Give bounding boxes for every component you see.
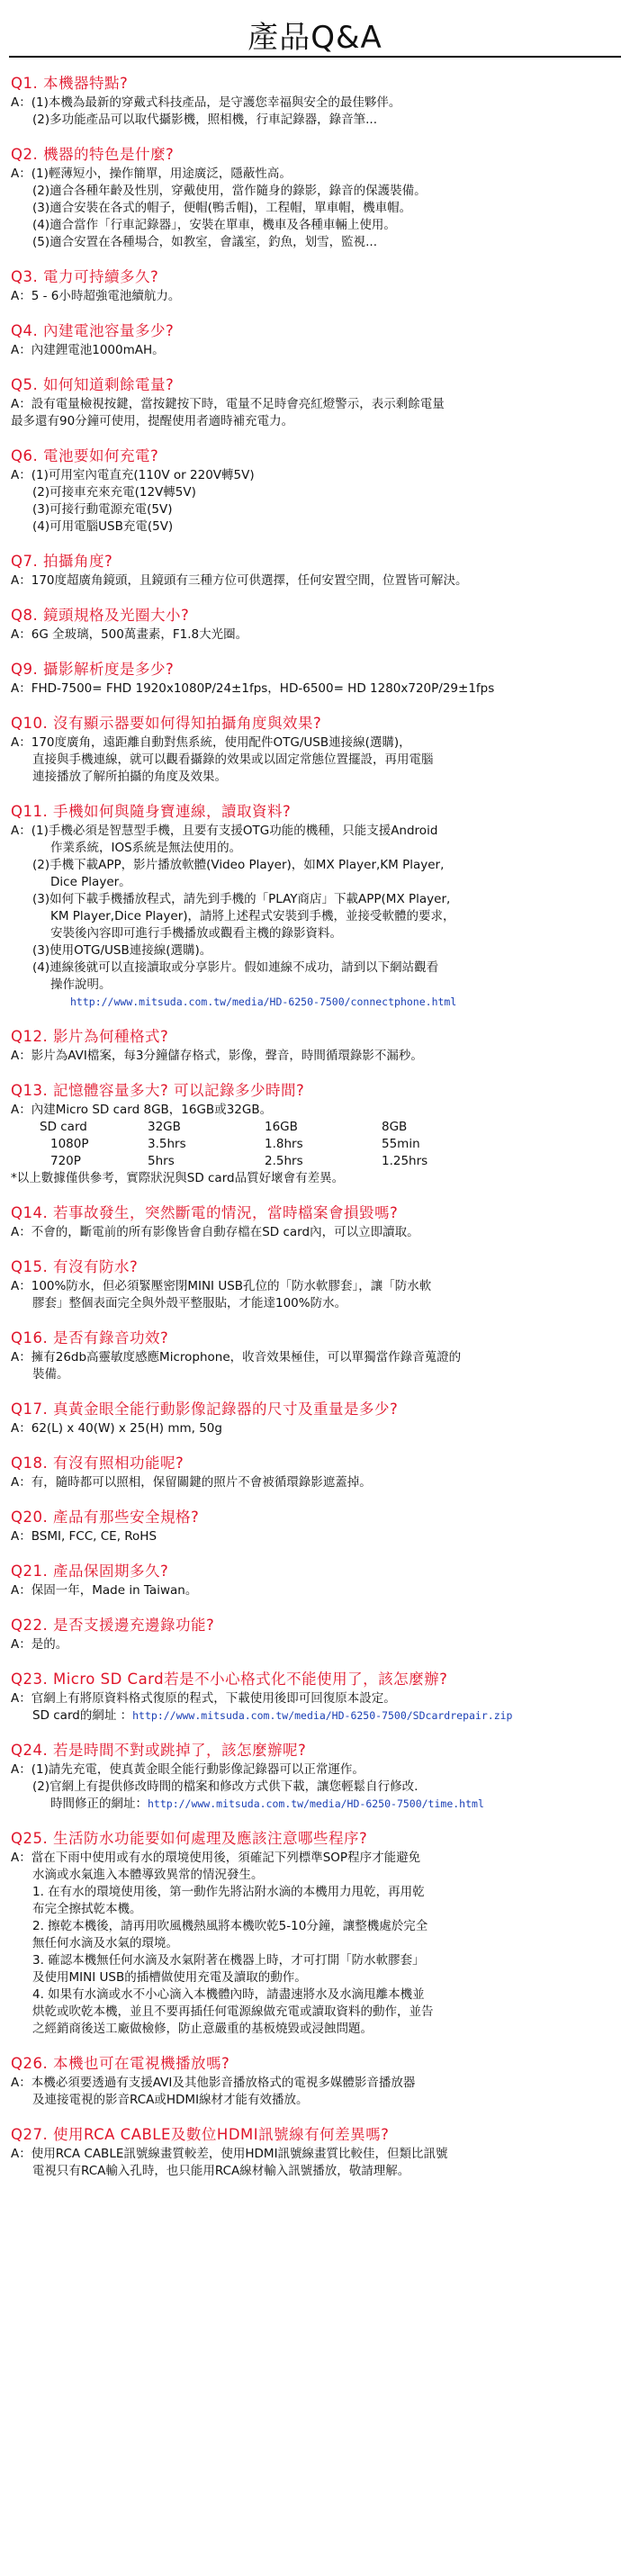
table-cell: 3.5hrs xyxy=(148,1137,186,1151)
answer-line: (2)手機下載APP，影片播放軟體(Video Player)，如MX Player,KM Player, xyxy=(32,858,445,872)
answer-line: A：內建Micro SD card 8GB，16GB或32GB。 xyxy=(11,1103,273,1117)
qa-item xyxy=(11,1454,619,1491)
qa-item xyxy=(11,1616,619,1653)
answer-line: (3)可接行動電源充電(5V) xyxy=(32,502,173,517)
answer-line: (2)多功能產品可以取代攝影機，照相機，行車記錄器，錄音筆... xyxy=(32,113,377,127)
qa-item xyxy=(11,2125,619,2180)
table-cell: 1.8hrs xyxy=(265,1137,303,1151)
qa-item xyxy=(11,1203,619,1241)
answer xyxy=(11,1636,619,1653)
answer-line: 連接播放了解所拍攝的角度及效果。 xyxy=(32,770,227,784)
answer-line: (4)適合當作「行車記錄器」，安裝在單車，機車及各種車輛上使用。 xyxy=(32,218,396,232)
question-heading: Q7. 拍攝角度? xyxy=(11,553,113,570)
table-cell: 720P xyxy=(50,1154,81,1168)
table-spacer xyxy=(11,1153,40,1170)
answer xyxy=(11,467,619,536)
answer xyxy=(11,680,619,698)
answer xyxy=(11,396,619,430)
question-heading: Q25. 生活防水功能要如何處理及應該注意哪些程序? xyxy=(11,1830,368,1847)
answer-line: A：FHD-7500= FHD 1920x1080P/24±1fps，HD-6500= HD 1280x720P/29±1fps xyxy=(11,681,495,696)
answer-line: A：影片為AVI檔案，每3分鐘儲存格式，影像，聲音，時間循環錄影不漏秒。 xyxy=(11,1049,423,1063)
answer-line: 烘乾或吹乾本機，並且不要再插任何電源線做充電或讀取資料的動作，並告 xyxy=(32,2004,434,2019)
question-heading: Q22. 是否支援邊充邊錄功能? xyxy=(11,1617,215,1634)
answer-line: A：BSMI, FCC, CE, RoHS xyxy=(11,1529,158,1544)
answer-line: 布完全擦拭乾本機。 xyxy=(32,1902,142,1916)
answer xyxy=(11,572,619,590)
answer xyxy=(11,1102,619,1187)
answer-line: 最多還有90分鐘可使用，提醒使用者適時補充電力。 xyxy=(11,414,294,428)
answer-line: (3)使用OTG/USB連接線(選購)。 xyxy=(32,943,212,958)
answer xyxy=(11,1278,619,1312)
qa-item xyxy=(11,1670,619,1725)
question-heading: Q11. 手機如何與隨身寶連線，讀取資料? xyxy=(11,803,292,820)
answer-line: Dice Player。 xyxy=(50,875,131,889)
table-header-cell: 16GB xyxy=(265,1120,298,1134)
answer xyxy=(11,342,619,359)
answer xyxy=(11,1690,619,1725)
question-heading: Q21. 產品保固期多久? xyxy=(11,1563,169,1580)
answer-line: A：(1)請先充電，使真黃金眼全能行動影像記錄器可以正常運作。 xyxy=(11,1762,364,1777)
answer-line: 膠套」整個表面完全與外殼平整服貼，才能達100%防水。 xyxy=(32,1296,347,1311)
qa-item xyxy=(11,1027,619,1065)
answer-line: 及使用MINI USB的插槽做使用充電及讀取的動作。 xyxy=(32,1970,307,1985)
answer-link[interactable]: http://www.mitsuda.com.tw/media/HD-6250-7500/SDcardrepair.zip xyxy=(132,1709,513,1722)
question-heading: Q16. 是否有錄音功效? xyxy=(11,1329,169,1347)
answer-line: (2)適合各種年齡及性別，穿戴使用，當作隨身的錄影，錄音的保護裝備。 xyxy=(32,184,427,198)
table-cell: 5hrs xyxy=(148,1154,175,1168)
qa-item xyxy=(11,321,619,359)
table-cell: 1.25hrs xyxy=(382,1154,428,1168)
answer xyxy=(11,1224,619,1241)
answer xyxy=(11,1582,619,1599)
question-heading: Q17. 真黃金眼全能行動影像記錄器的尺寸及重量是多少? xyxy=(11,1401,399,1418)
table-header-cell: SD card xyxy=(40,1120,87,1134)
answer-line: A：官網上有將原資料格式復原的程式，下載使用後即可回復原本設定。 xyxy=(11,1691,396,1706)
answer-line: 無任何水滴及水氣的環境。 xyxy=(32,1936,178,1950)
question-heading: Q23. Micro SD Card若是不小心格式化不能使用了，該怎麼辦? xyxy=(11,1671,448,1688)
table-cell: 2.5hrs xyxy=(265,1154,303,1168)
question-heading: Q26. 本機也可在電視機播放嗎? xyxy=(11,2055,230,2072)
answer-line: 電視只有RCA輸入孔時，也只能用RCA線材輸入訊號播放，敬請理解。 xyxy=(32,2164,410,2178)
question-heading: Q12. 影片為何種格式? xyxy=(11,1028,169,1045)
answer-line: A：擁有26db高靈敏度感應Microphone，收音效果極佳，可以單獨當作錄音蒐證的 xyxy=(11,1350,462,1365)
qa-item xyxy=(11,1562,619,1599)
answer-line: 之經銷商後送工廠做檢修，防止意嚴重的基板燒毀或浸蝕問題。 xyxy=(32,2022,373,2036)
qa-item xyxy=(11,446,619,536)
question-heading: Q9. 攝影解析度是多少? xyxy=(11,661,175,678)
question-heading: Q4. 內建電池容量多少? xyxy=(11,322,175,339)
answer-link[interactable]: http://www.mitsuda.com.tw/media/HD-6250-7500/time.html xyxy=(148,1797,484,1810)
answer-line: 及連接電視的影音RCA或HDMI線材才能有效播放。 xyxy=(32,2093,309,2107)
qa-item xyxy=(11,267,619,305)
table-spacer xyxy=(11,1136,40,1153)
answer-line: 操作說明。 xyxy=(50,977,112,992)
answer xyxy=(11,166,619,251)
answer-line: A：170度超廣角鏡頭，且鏡頭有三種方位可供選擇，任何安置空間，位置皆可解決。 xyxy=(11,573,468,588)
table-header-cell: 8GB xyxy=(382,1120,408,1134)
qa-item xyxy=(11,1400,619,1437)
qa-item xyxy=(11,606,619,644)
page-title: 產品Q&A xyxy=(248,20,382,56)
answer xyxy=(11,626,619,644)
qa-item xyxy=(11,375,619,430)
answer-link[interactable]: http://www.mitsuda.com.tw/media/HD-6250-7500/connectphone.html xyxy=(70,995,457,1008)
answer-line: (2)可接車充來充電(12V轉5V) xyxy=(32,485,196,500)
answer xyxy=(11,1761,619,1813)
qa-item xyxy=(11,660,619,698)
answer-line: (4)連線後就可以直接讀取或分享影片。假如連線不成功，請到以下網站觀看 xyxy=(32,960,439,975)
answer-line: A：當在下雨中使用或有水的環境使用後，須確記下列標準SOP程序才能避免 xyxy=(11,1851,421,1865)
answer xyxy=(11,1349,619,1383)
qa-item xyxy=(11,1741,619,1813)
qa-item xyxy=(11,714,619,786)
answer-line: 作業系統，IOS系統是無法使用的。 xyxy=(50,841,242,855)
qa-item xyxy=(11,74,619,129)
table-spacer xyxy=(11,1119,40,1136)
answer xyxy=(11,1420,619,1437)
answer-line: 時間修正的網址：http://www.mitsuda.com.tw/media/HD-6250-7500/time.html xyxy=(50,1797,484,1811)
answer xyxy=(11,2075,619,2109)
answer-line: 直接與手機連線，就可以觀看攝錄的效果或以固定常態位置擺設，再用電腦 xyxy=(32,752,434,767)
answer-line: 安裝後內容即可進行手機播放或觀看主機的錄影資料。 xyxy=(50,926,342,941)
answer-line: (4)可用電腦USB充電(5V) xyxy=(32,519,174,534)
qa-list xyxy=(0,74,630,2180)
answer-line: SD card的網址 ：http://www.mitsuda.com.tw/media/HD-6250-7500/SDcardrepair.zip xyxy=(32,1708,513,1723)
answer-line: A：本機必須要透過有支援AVI及其他影音播放格式的電視多媒體影音播放器 xyxy=(11,2076,416,2090)
answer xyxy=(11,1528,619,1545)
answer-line: A：(1)手機必須是智慧型手機，且要有支援OTG功能的機種，只能支援Android xyxy=(11,824,438,838)
question-heading: Q18. 有沒有照相功能呢? xyxy=(11,1455,184,1472)
answer xyxy=(11,1474,619,1491)
answer-line: A：(1)本機為最新的穿戴式科技產品，是守護您幸福與安全的最佳夥伴。 xyxy=(11,95,401,110)
answer-line: A：設有電量檢視按鍵，當按鍵按下時，電量不足時會亮紅燈警示，表示剩餘電量 xyxy=(11,397,445,411)
answer-line: A：有，隨時都可以照相，保留關鍵的照片不會被循環錄影遮蓋掉。 xyxy=(11,1475,372,1490)
answer-line: 裝備。 xyxy=(32,1367,69,1382)
answer-line: A：6G 全玻璃，500萬畫素，F1.8大光圈。 xyxy=(11,627,248,642)
answer xyxy=(11,1850,619,2038)
answer-line: (3)適合安裝在各式的帽子，便帽(鴨舌帽)，工程帽，單車帽，機車帽。 xyxy=(32,201,412,215)
question-heading: Q5. 如何知道剩餘電量? xyxy=(11,376,175,393)
answer-line: A：100%防水，但必須緊壓密閉MINI USB孔位的「防水軟膠套」，讓「防水軟 xyxy=(11,1279,432,1293)
answer-line: (2)官網上有提供修改時間的檔案和修改方式供下載，讓您輕鬆自行修改. xyxy=(32,1779,418,1794)
qa-item xyxy=(11,2054,619,2109)
answer-line: 2. 擦乾本機後，請再用吹風機熱風將本機吹乾5-10分鐘，讓整機處於完全 xyxy=(32,1919,428,1933)
qa-item xyxy=(11,802,619,1011)
question-heading: Q1. 本機器特點? xyxy=(11,75,129,92)
question-heading: Q2. 機器的特色是什麼? xyxy=(11,146,175,163)
answer-line: A：(1)可用室內電直充(110V or 220V轉5V) xyxy=(11,468,255,482)
question-heading: Q8. 鏡頭規格及光圈大小? xyxy=(11,607,190,624)
question-heading: Q27. 使用RCA CABLE及數位HDMI訊號線有何差異嗎? xyxy=(11,2126,390,2143)
answer xyxy=(11,734,619,786)
answer-line: A：170度廣角，遠距離自動對焦系統，使用配件OTG/USB連接線(選購)， xyxy=(11,735,411,750)
question-heading: Q6. 電池要如何充電? xyxy=(11,447,159,464)
answer-line: A：62(L) x 40(W) x 25(H) mm, 50g xyxy=(11,1421,222,1436)
answer xyxy=(11,2146,619,2180)
answer xyxy=(11,95,619,129)
qa-item xyxy=(11,552,619,590)
qa-item xyxy=(11,1081,619,1187)
answer-line: A：(1)輕薄短小，操作簡單，用途廣泛，隱蔽性高。 xyxy=(11,167,292,181)
answer-line: A：使用RCA CABLE訊號線畫質較差，使用HDMI訊號線畫質比較佳，但類比訊號 xyxy=(11,2147,448,2161)
qa-item xyxy=(11,1829,619,2038)
table-cell: 1080P xyxy=(50,1137,89,1151)
question-heading: Q10. 沒有顯示器要如何得知拍攝角度與效果? xyxy=(11,715,322,732)
answer-line: (5)適合安置在各種場合，如教室，會議室，釣魚，划雪，監視... xyxy=(32,235,377,249)
question-heading: Q24. 若是時間不對或跳掉了，該怎麼辦呢? xyxy=(11,1742,307,1759)
answer-line: KM Player,Dice Player)，請將上述程式安裝到手機，並接受軟體的要求， xyxy=(50,909,455,923)
table-header-cell: 32GB xyxy=(148,1120,181,1134)
answer-line: (3)如何下載手機播放程式，請先到手機的「PLAY商店」下載APP(MX Player, xyxy=(32,892,451,906)
table-note: *以上數據僅供參考，實際狀況與SD card品質好壞會有差異。 xyxy=(11,1171,345,1185)
question-heading: Q14. 若事故發生，突然斷電的情況，當時檔案會損毀嗎? xyxy=(11,1204,399,1221)
question-heading: Q15. 有沒有防水? xyxy=(11,1258,139,1275)
answer xyxy=(11,1048,619,1065)
answer xyxy=(11,288,619,305)
answer-line: 1. 在有水的環境使用後，第一動作先將沾附水滴的本機用力甩乾，再用乾 xyxy=(32,1885,425,1899)
answer-line: A：不會的，斷電前的所有影像皆會自動存檔在SD card內，可以立即讀取。 xyxy=(11,1225,419,1239)
answer-line: 3. 確認本機無任何水滴及水氣附著在機器上時，才可打開「防水軟膠套」 xyxy=(32,1953,425,1968)
qa-item xyxy=(11,145,619,251)
capacity-table xyxy=(11,1119,619,1170)
question-heading: Q3. 電力可持續多久? xyxy=(11,268,159,285)
qa-item xyxy=(11,1329,619,1383)
answer xyxy=(11,823,619,1011)
qa-item xyxy=(11,1508,619,1545)
answer-line: A：是的。 xyxy=(11,1637,68,1652)
answer-line: 4. 如果有水滴或水不小心滴入本機體內時，請盡速將水及水滴甩離本機並 xyxy=(32,1987,425,2002)
qa-item xyxy=(11,1257,619,1312)
table-cell: 55min xyxy=(382,1137,420,1151)
answer-line: A：內建鋰電池1000mAH。 xyxy=(11,343,165,357)
question-heading: Q20. 產品有那些安全規格? xyxy=(11,1509,200,1526)
answer-line: 水滴或水氣進入本體導致異常的情況發生。 xyxy=(32,1868,264,1882)
question-heading: Q13. 記憶體容量多大? 可以記錄多少時間? xyxy=(11,1082,305,1099)
answer-line: A：保固一年，Made in Taiwan。 xyxy=(11,1583,198,1598)
answer-line: A：5 - 6小時超強電池續航力。 xyxy=(11,289,181,303)
